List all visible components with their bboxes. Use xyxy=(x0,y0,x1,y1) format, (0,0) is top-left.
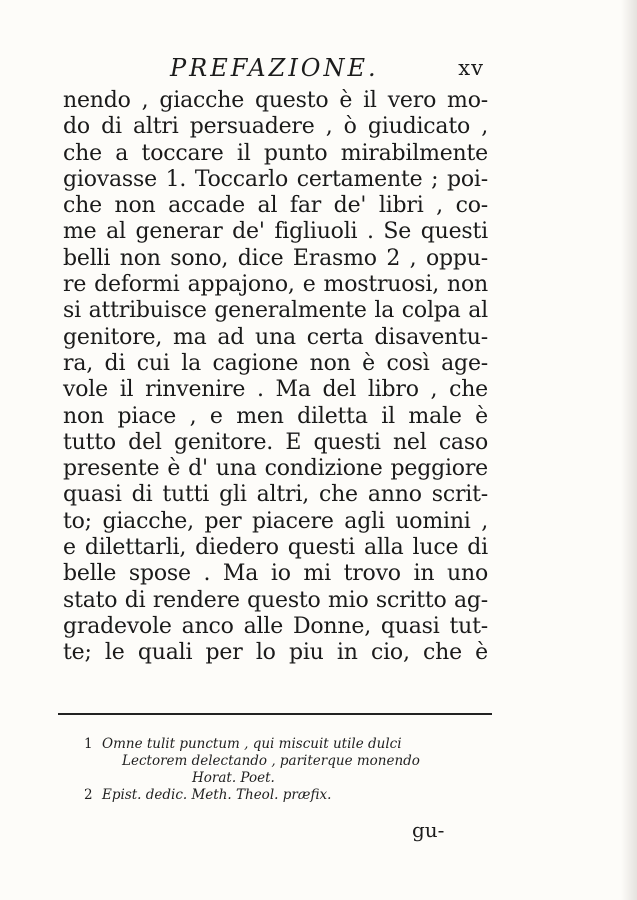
page-edge-shadow xyxy=(621,0,637,900)
running-title: PREFAZIONE. xyxy=(170,54,379,82)
footnotes xyxy=(84,736,464,804)
text-line: non piace , e men diletta il male è xyxy=(63,403,488,429)
footnote-text: Lectorem delectando , pariterque monendo xyxy=(122,753,420,769)
text-line: presente è d' una condizione peggiore xyxy=(63,456,488,482)
text-line: vole il rinvenire . Ma del libro , che xyxy=(63,377,488,403)
text-line: tutto del genitore. E questi nel caso xyxy=(63,429,488,455)
text-line: me al generar de' figliuoli . Se questi xyxy=(63,219,488,245)
footnote-number: 2 xyxy=(84,787,93,803)
text-line: che non accade al far de' libri , co- xyxy=(63,193,488,219)
text-line: belle spose . Ma io mi trovo in uno xyxy=(63,561,488,587)
text-line: belli non sono, dice Erasmo 2 , oppu- xyxy=(63,245,488,271)
footnote-1 xyxy=(84,736,464,753)
text-line: gradevole anco alle Donne, quasi tut- xyxy=(63,613,488,639)
text-line: quasi di tutti gli altri, che anno scrit- xyxy=(63,482,488,508)
footnote-text: Omne tulit punctum , qui miscuit utile dulci xyxy=(102,736,402,752)
page-number: xv xyxy=(458,56,484,80)
text-line: genitore, ma ad una certa disaventu- xyxy=(63,324,488,350)
text-line: re deformi appajono, e mostruosi, non xyxy=(63,272,488,298)
text-line: e dilettarli, diedero questi alla luce di xyxy=(63,535,488,561)
footnote-1-source xyxy=(84,770,464,787)
footnote-1-continuation xyxy=(84,753,464,770)
footnote-2 xyxy=(84,787,464,804)
text-line: to; giacche, per piacere agli uomini , xyxy=(63,508,488,534)
footnote-rule xyxy=(58,713,492,715)
text-line: stato di rendere questo mio scritto ag- xyxy=(63,587,488,613)
text-line: giovasse 1. Toccarlo certamente ; poi- xyxy=(63,166,488,192)
footnote-number: 1 xyxy=(84,736,93,752)
text-line: do di altri persuadere , ò giudicato , xyxy=(63,114,488,140)
text-line: si attribuisce generalmente la colpa al xyxy=(63,298,488,324)
footnote-text: Epist. dedic. Meth. Theol. præfix. xyxy=(102,787,332,803)
text-line: ra, di cui la cagione non è così age- xyxy=(63,350,488,376)
text-line: te; le quali per lo piu in cio, che è xyxy=(63,640,488,666)
running-head xyxy=(170,54,490,84)
text-line: nendo , giacche questo è il vero mo- xyxy=(63,88,488,113)
body-text xyxy=(63,88,488,667)
catchword: gu- xyxy=(412,818,445,842)
text-line: che a toccare il punto mirabilmente xyxy=(63,140,488,166)
footnote-text: Horat. Poet. xyxy=(192,770,275,786)
